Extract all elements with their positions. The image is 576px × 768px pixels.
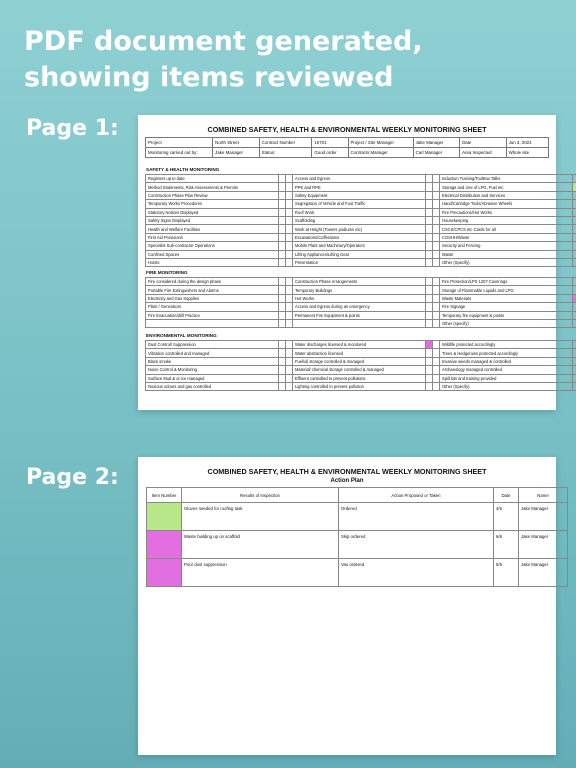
header-cell: Area Inspected bbox=[460, 148, 507, 158]
status-box-primary[interactable] bbox=[426, 382, 433, 390]
status-box-primary[interactable] bbox=[279, 278, 286, 286]
status-box-secondary[interactable] bbox=[433, 175, 440, 183]
checklist-item-label: Scaffolding bbox=[293, 216, 426, 224]
checklist-row bbox=[146, 382, 576, 390]
checklist-item-label: Temporary Buildings bbox=[293, 286, 426, 294]
status-box-secondary[interactable] bbox=[433, 225, 440, 233]
checklist-item-label: Permanent Fire Equipment & points bbox=[293, 311, 426, 319]
checklist-item-label: Access and Egress bbox=[293, 175, 426, 183]
header-cell: Jake Manager bbox=[413, 138, 460, 148]
status-box-primary[interactable] bbox=[426, 175, 433, 183]
status-box-secondary[interactable] bbox=[286, 200, 293, 208]
header-cell: Contracts Manager bbox=[348, 148, 413, 158]
status-box-secondary[interactable] bbox=[286, 303, 293, 311]
checklist-item-label: Hand/Cartridge Tools/Abrasive Wheels bbox=[440, 200, 573, 208]
checklist-row bbox=[146, 303, 576, 311]
date-cell: 6/6 bbox=[494, 531, 519, 559]
status-box-primary[interactable] bbox=[426, 278, 433, 286]
section-title-fire: FIRE MONITORING bbox=[146, 270, 188, 275]
checklist-item-label: Construction Phase Plan Review bbox=[146, 191, 279, 199]
status-box-secondary[interactable] bbox=[433, 349, 440, 357]
header-cell: 16701 bbox=[312, 138, 348, 148]
checklist-row bbox=[146, 366, 576, 374]
status-box-primary[interactable] bbox=[279, 175, 286, 183]
checklist-item-label: Electricity and Gas Supplies bbox=[146, 294, 279, 302]
checklist-item-label: Vibration controlled and managed bbox=[146, 349, 279, 357]
header-cell: Date bbox=[460, 138, 507, 148]
status-box-primary[interactable] bbox=[573, 200, 576, 208]
status-box-secondary[interactable] bbox=[433, 366, 440, 374]
status-box-primary[interactable] bbox=[573, 382, 576, 390]
section-title-environmental: ENVIRONMENTAL MONITORING bbox=[146, 333, 217, 338]
checklist-item-label: Safety Equipment bbox=[293, 191, 426, 199]
status-box-secondary[interactable] bbox=[286, 357, 293, 365]
status-box-primary[interactable] bbox=[573, 216, 576, 224]
status-box-secondary[interactable] bbox=[286, 242, 293, 250]
checklist-row bbox=[146, 200, 576, 208]
checklist-item-label: Fire Signage bbox=[440, 303, 573, 311]
checklist-item-label: Storage of Flammable Liquids and LPG bbox=[440, 286, 573, 294]
name-cell: Jake Manager bbox=[519, 531, 568, 559]
header-cell: Monitoring carried out by: bbox=[146, 148, 213, 158]
status-box-primary[interactable] bbox=[573, 374, 576, 382]
status-box-primary[interactable] bbox=[279, 374, 286, 382]
status-box-secondary[interactable] bbox=[286, 286, 293, 294]
status-box-primary[interactable] bbox=[573, 183, 576, 191]
status-box-primary[interactable] bbox=[279, 216, 286, 224]
checklist-item-label: Safety Signs Displayed bbox=[146, 216, 279, 224]
item-color-marker bbox=[147, 559, 182, 587]
checklist-item-label: Dust Control/ Suppression bbox=[146, 341, 279, 349]
checklist-item-label: Excavations/Cofferdams bbox=[293, 233, 426, 241]
status-box-secondary[interactable] bbox=[433, 319, 440, 327]
status-box-secondary[interactable] bbox=[433, 242, 440, 250]
checklist-item-label: Lifting Appliances/Lifting Gear bbox=[293, 250, 426, 258]
status-box-primary[interactable] bbox=[426, 374, 433, 382]
checklist-item-label: Waste bbox=[440, 250, 573, 258]
checklist-item-label: Health and Welfare Facilities bbox=[146, 225, 279, 233]
checklist-item-label: COSHH/Waste bbox=[440, 233, 573, 241]
status-box-primary[interactable] bbox=[279, 341, 286, 349]
status-box-secondary[interactable] bbox=[433, 258, 440, 266]
status-box-primary[interactable] bbox=[573, 286, 576, 294]
status-box-primary[interactable] bbox=[279, 208, 286, 216]
checklist-item-label: Mobile Plant and Machinery/Operators bbox=[293, 242, 426, 250]
checklist-item-label: Black smoke bbox=[146, 357, 279, 365]
status-box-primary[interactable] bbox=[279, 382, 286, 390]
action-cell: Ordered bbox=[339, 503, 494, 531]
status-box-secondary[interactable] bbox=[433, 374, 440, 382]
checklist-row bbox=[146, 374, 576, 382]
checklist-row bbox=[146, 208, 576, 216]
status-box-primary[interactable] bbox=[573, 250, 576, 258]
status-box-primary[interactable] bbox=[573, 357, 576, 365]
status-box-primary[interactable] bbox=[573, 341, 576, 349]
checklist-item-label: Plant / Generators bbox=[146, 303, 279, 311]
status-box-primary[interactable] bbox=[573, 366, 576, 374]
status-box-secondary[interactable] bbox=[433, 294, 440, 302]
checklist-item-label: Statutory Notices Displayed bbox=[146, 208, 279, 216]
status-box-secondary[interactable] bbox=[433, 382, 440, 390]
date-cell: 4/6 bbox=[494, 503, 519, 531]
status-box-primary[interactable] bbox=[426, 286, 433, 294]
checklist-row bbox=[146, 278, 576, 286]
col-action: Action Proposed or Taken bbox=[339, 488, 494, 503]
status-box-primary[interactable] bbox=[573, 191, 576, 199]
checklist-row bbox=[146, 242, 576, 250]
status-box-primary[interactable] bbox=[573, 319, 576, 327]
status-box-secondary[interactable] bbox=[286, 278, 293, 286]
checklist-item-label: Security and Fencing bbox=[440, 242, 573, 250]
section-title-safety: SAFETY & HEALTH MONITORING bbox=[146, 167, 220, 172]
header-cell: Jake Manager bbox=[213, 148, 260, 158]
status-box-primary[interactable] bbox=[426, 311, 433, 319]
status-box-secondary[interactable] bbox=[286, 294, 293, 302]
status-box-primary[interactable] bbox=[573, 278, 576, 286]
item-color-marker bbox=[147, 531, 182, 559]
checklist-item-label: Water discharges licensed & monitored bbox=[293, 341, 426, 349]
checklist-item-label: Confined Spaces bbox=[146, 250, 279, 258]
checklist-item-label: Wildlife protected accordingly bbox=[440, 341, 573, 349]
status-box-primary[interactable] bbox=[573, 233, 576, 241]
header-row bbox=[146, 138, 549, 148]
checklist-item-label: Temporary Works Procedures bbox=[146, 200, 279, 208]
checklist-item-label bbox=[293, 319, 426, 327]
status-box-primary[interactable] bbox=[426, 233, 433, 241]
fire-checklist-table bbox=[145, 277, 576, 328]
environmental-checklist-table bbox=[145, 340, 576, 391]
status-box-secondary[interactable] bbox=[433, 183, 440, 191]
checklist-row bbox=[146, 233, 576, 241]
status-box-secondary[interactable] bbox=[286, 183, 293, 191]
checklist-item-label: Housekeeping bbox=[440, 216, 573, 224]
status-box-primary[interactable] bbox=[426, 341, 433, 349]
checklist-row bbox=[146, 216, 576, 224]
action-plan-row bbox=[147, 503, 568, 531]
checklist-row bbox=[146, 286, 576, 294]
status-box-secondary[interactable] bbox=[286, 233, 293, 241]
status-box-primary[interactable] bbox=[426, 191, 433, 199]
header-cell: Status: bbox=[259, 148, 312, 158]
checklist-item-label: PPE and RPE bbox=[293, 183, 426, 191]
checklist-item-label: Other (specify) bbox=[440, 319, 573, 327]
checklist-row bbox=[146, 349, 576, 357]
checklist-item-label: Roof Work bbox=[293, 208, 426, 216]
checklist-item-label: Noxious odours and gas controlled bbox=[146, 382, 279, 390]
checklist-item-label: Fuel/oil storage controlled & managed bbox=[293, 357, 426, 365]
status-box-secondary[interactable] bbox=[286, 250, 293, 258]
checklist-item-label: Segregation of Vehicle and Foot Traffic bbox=[293, 200, 426, 208]
header-cell: Carl Manager bbox=[413, 148, 460, 158]
checklist-item-label: Fire Protection/LPS 1207 Coverings bbox=[440, 278, 573, 286]
status-box-primary[interactable] bbox=[426, 357, 433, 365]
status-box-primary[interactable] bbox=[279, 349, 286, 357]
col-item-number: Item Number bbox=[147, 488, 182, 503]
checklist-item-label: Construction Phase Arrangements bbox=[293, 278, 426, 286]
header-cell: North Street bbox=[213, 138, 260, 148]
status-box-primary[interactable] bbox=[279, 225, 286, 233]
action-plan-row bbox=[147, 531, 568, 559]
checklist-item-label: Spill kits and training provided bbox=[440, 374, 573, 382]
status-box-primary[interactable] bbox=[426, 183, 433, 191]
result-cell: Gloves needed for roofing task bbox=[182, 503, 339, 531]
status-box-primary[interactable] bbox=[279, 294, 286, 302]
status-box-secondary[interactable] bbox=[286, 208, 293, 216]
status-box-primary[interactable] bbox=[426, 208, 433, 216]
header-cell: Project bbox=[146, 138, 213, 148]
checklist-item-label: Archaeology managed controlled bbox=[440, 366, 573, 374]
status-box-secondary[interactable] bbox=[433, 341, 440, 349]
checklist-item-label: Hot Works bbox=[293, 294, 426, 302]
status-box-primary[interactable] bbox=[279, 191, 286, 199]
status-box-primary[interactable] bbox=[426, 303, 433, 311]
header-cell: Contract Number bbox=[259, 138, 312, 148]
status-box-secondary[interactable] bbox=[286, 382, 293, 390]
status-box-primary[interactable] bbox=[573, 258, 576, 266]
status-box-primary[interactable] bbox=[279, 319, 286, 327]
checklist-item-label: Electrical Distribution and Services bbox=[440, 191, 573, 199]
checklist-row bbox=[146, 225, 576, 233]
project-header-table bbox=[145, 137, 549, 158]
status-box-secondary[interactable] bbox=[286, 319, 293, 327]
status-box-primary[interactable] bbox=[573, 225, 576, 233]
action-plan-row bbox=[147, 559, 568, 587]
page-1-label: Page 1: bbox=[26, 116, 119, 141]
action-plan-subtitle: Action Plan bbox=[330, 478, 364, 484]
status-box-secondary[interactable] bbox=[433, 303, 440, 311]
status-box-secondary[interactable] bbox=[286, 175, 293, 183]
status-box-primary[interactable] bbox=[426, 225, 433, 233]
checklist-row bbox=[146, 319, 576, 327]
header-row bbox=[146, 148, 549, 158]
header-cell: Whole site bbox=[506, 148, 548, 158]
checklist-item-label: Water abstraction licensed bbox=[293, 349, 426, 357]
checklist-item-label: Temporary fire equipment & points bbox=[440, 311, 573, 319]
date-cell: 5/6 bbox=[494, 559, 519, 587]
status-box-secondary[interactable] bbox=[286, 311, 293, 319]
status-box-primary[interactable] bbox=[279, 183, 286, 191]
col-date: Date bbox=[494, 488, 519, 503]
status-box-primary[interactable] bbox=[573, 208, 576, 216]
result-cell: Waste building up on scaffold bbox=[182, 531, 339, 559]
checklist-item-label: Fire Precautions/Hot Works bbox=[440, 208, 573, 216]
col-results: Results of Inspection bbox=[182, 488, 339, 503]
status-box-secondary[interactable] bbox=[433, 357, 440, 365]
safety-checklist-table bbox=[145, 174, 576, 267]
status-box-secondary[interactable] bbox=[286, 374, 293, 382]
checklist-item-label: Portable Fire Extinguishers and Alarms bbox=[146, 286, 279, 294]
result-cell: Poor dust suppression bbox=[182, 559, 339, 587]
status-box-primary[interactable] bbox=[426, 200, 433, 208]
checklist-row bbox=[146, 341, 576, 349]
page-1-document bbox=[138, 115, 556, 410]
checklist-item-label: Waste Materials bbox=[440, 294, 573, 302]
status-box-secondary[interactable] bbox=[286, 191, 293, 199]
checklist-row bbox=[146, 191, 576, 199]
header-cell: Jun 3, 2024 bbox=[506, 138, 548, 148]
status-box-primary[interactable] bbox=[573, 303, 576, 311]
status-box-secondary[interactable] bbox=[286, 258, 293, 266]
status-box-primary[interactable] bbox=[279, 366, 286, 374]
status-box-primary[interactable] bbox=[279, 311, 286, 319]
status-box-secondary[interactable] bbox=[433, 286, 440, 294]
status-box-primary[interactable] bbox=[573, 294, 576, 302]
checklist-item-label: Induction Training/ToolBox Talks bbox=[440, 175, 573, 183]
page-2-document bbox=[138, 457, 556, 755]
status-box-secondary[interactable] bbox=[286, 349, 293, 357]
checklist-item-label: Surface Mud & or ice managed bbox=[146, 374, 279, 382]
checklist-row bbox=[146, 357, 576, 365]
status-box-primary[interactable] bbox=[279, 250, 286, 258]
checklist-item-label: Invasive weeds managed & controlled bbox=[440, 357, 573, 365]
name-cell: Jake Manager bbox=[519, 559, 568, 587]
status-box-primary[interactable] bbox=[279, 242, 286, 250]
status-box-primary[interactable] bbox=[426, 216, 433, 224]
status-box-primary[interactable] bbox=[573, 311, 576, 319]
header-cell: Good order bbox=[312, 148, 348, 158]
page-2-label: Page 2: bbox=[26, 465, 119, 490]
checklist-item-label: Work at Height (Towers podiums etc) bbox=[293, 225, 426, 233]
status-box-primary[interactable] bbox=[573, 349, 576, 357]
status-box-primary[interactable] bbox=[426, 242, 433, 250]
status-box-secondary[interactable] bbox=[433, 216, 440, 224]
status-box-primary[interactable] bbox=[426, 349, 433, 357]
checklist-item-label: Other (Specify) bbox=[440, 258, 573, 266]
col-name: Name bbox=[519, 488, 568, 503]
status-box-secondary[interactable] bbox=[286, 341, 293, 349]
status-box-primary[interactable] bbox=[426, 319, 433, 327]
status-box-secondary[interactable] bbox=[286, 366, 293, 374]
checklist-item-label: CSCS/CPCS etc Cards for all bbox=[440, 225, 573, 233]
status-box-secondary[interactable] bbox=[433, 191, 440, 199]
checklist-row bbox=[146, 183, 576, 191]
checklist-item-label: Lighting controlled to prevent pollution bbox=[293, 382, 426, 390]
status-box-secondary[interactable] bbox=[433, 311, 440, 319]
checklist-item-label: Specialist Sub-contractor Operations bbox=[146, 242, 279, 250]
status-box-secondary[interactable] bbox=[433, 250, 440, 258]
status-box-primary[interactable] bbox=[279, 286, 286, 294]
status-box-secondary[interactable] bbox=[433, 208, 440, 216]
action-plan-table bbox=[146, 487, 568, 587]
name-cell: Jake Manager bbox=[519, 503, 568, 531]
checklist-item-label: Access and Egress during an emergency bbox=[293, 303, 426, 311]
action-cell: Vax ordered bbox=[339, 559, 494, 587]
checklist-item-label: Effluent controlled to prevent pollutions bbox=[293, 374, 426, 382]
checklist-item-label: Presentation bbox=[293, 258, 426, 266]
status-box-secondary[interactable] bbox=[433, 278, 440, 286]
checklist-item-label: Hoists bbox=[146, 258, 279, 266]
checklist-item-label: Noise Control & Monitoring bbox=[146, 366, 279, 374]
status-box-primary[interactable] bbox=[279, 200, 286, 208]
checklist-item-label: Method Statements, Risk Assessments & Permits bbox=[146, 183, 279, 191]
checklist-item-label: Registers up to date bbox=[146, 175, 279, 183]
page-1-title: COMBINED SAFETY, HEALTH & ENVIRONMENTAL WEEKLY MONITORING SHEET bbox=[207, 125, 487, 134]
status-box-primary[interactable] bbox=[573, 175, 576, 183]
header-cell: Project / Site Manager bbox=[348, 138, 413, 148]
status-box-primary[interactable] bbox=[426, 294, 433, 302]
checklist-item-label: Material/ chemical storage controlled & managed bbox=[293, 366, 426, 374]
status-box-secondary[interactable] bbox=[286, 216, 293, 224]
checklist-item-label: Other (Specify) bbox=[440, 382, 573, 390]
checklist-item-label: First Aid Provisions bbox=[146, 233, 279, 241]
status-box-primary[interactable] bbox=[279, 303, 286, 311]
checklist-item-label: Storage and Use of LPG, Fuel etc bbox=[440, 183, 573, 191]
checklist-item-label: Fire Evacuation/drill Practice bbox=[146, 311, 279, 319]
status-box-secondary[interactable] bbox=[433, 233, 440, 241]
page-2-title: COMBINED SAFETY, HEALTH & ENVIRONMENTAL WEEKLY MONITORING SHEET bbox=[207, 467, 487, 476]
status-box-secondary[interactable] bbox=[433, 200, 440, 208]
checklist-row bbox=[146, 250, 576, 258]
status-box-primary[interactable] bbox=[279, 233, 286, 241]
item-color-marker bbox=[147, 503, 182, 531]
checklist-item-label: Trees & Hedgerows protected accordingly bbox=[440, 349, 573, 357]
checklist-row bbox=[146, 311, 576, 319]
status-box-primary[interactable] bbox=[426, 366, 433, 374]
action-cell: Skip ordered bbox=[339, 531, 494, 559]
checklist-item-label bbox=[146, 319, 279, 327]
status-box-primary[interactable] bbox=[426, 258, 433, 266]
headline: PDF document generated, showing items reviewed bbox=[24, 26, 423, 93]
status-box-primary[interactable] bbox=[426, 250, 433, 258]
action-plan-header-row bbox=[147, 488, 568, 503]
status-box-primary[interactable] bbox=[279, 357, 286, 365]
status-box-secondary[interactable] bbox=[286, 225, 293, 233]
status-box-primary[interactable] bbox=[573, 242, 576, 250]
checklist-item-label: Fire considered during the design phase bbox=[146, 278, 279, 286]
checklist-row bbox=[146, 294, 576, 302]
status-box-primary[interactable] bbox=[279, 258, 286, 266]
checklist-row bbox=[146, 175, 576, 183]
checklist-row bbox=[146, 258, 576, 266]
